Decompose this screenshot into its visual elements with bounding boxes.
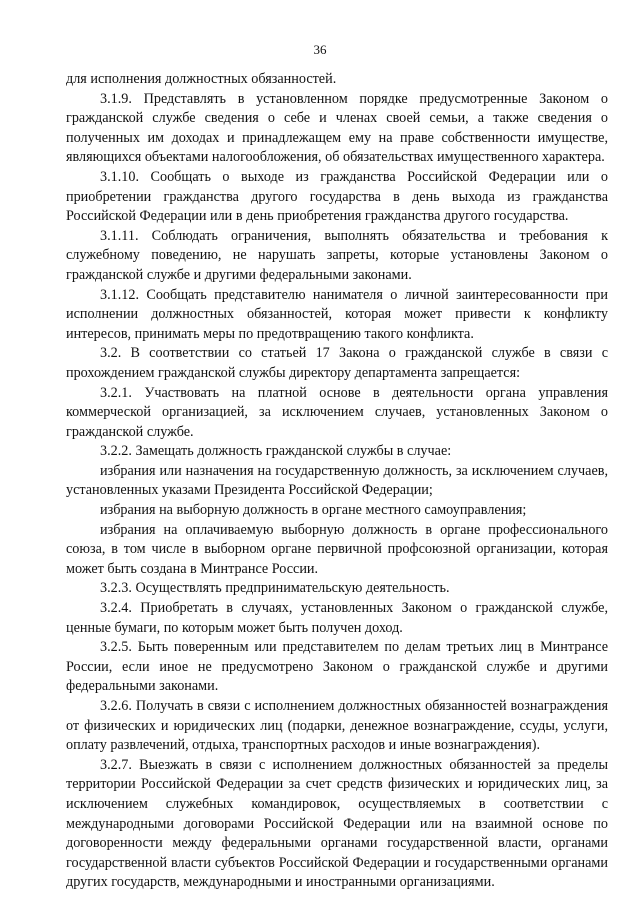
paragraph-3-2: 3.2. В соответствии со статьей 17 Закона о гражданской службе в связи с прохождением гражданской службы директору департамента запрещается: — [66, 345, 608, 381]
paragraph-3-1-9: 3.1.9. Представлять в установленном порядке предусмотренные Законом о гражданской службе сведения о себе и членах своей семьи, а также сведения о полученных им доходах и принадлежащем ему на праве собственности имуществе, являющихся объектами налогообложения, об обязательствах имущественного характера. — [66, 90, 608, 166]
page-number: 36 — [313, 42, 327, 57]
paragraph-3-2-2-item-1: избрания или назначения на государственную должность, за исключением случаев, установленных указами Президента Российской Федерации; — [66, 462, 608, 499]
paragraph-3-2-1: 3.2.1. Участвовать на платной основе в деятельности органа управления коммерческой организацией, за исключением случаев, установленных Законом о гражданской службе. — [66, 384, 608, 440]
paragraph-3-2-7: 3.2.7. Выезжать в связи с исполнением должностных обязанностей за пределы территории Российской Федерации за счет средств физических и юридических лиц, за исключением служебных командировок, осуществляемых в соответствии с международными договорами Российской Федерации или на взаимной основе по договоренности между федеральными органами государственной власти, органами государственной власти субъектов Российской Федерации и государственными органами других государств, международными и иностранными организациями. — [66, 756, 608, 891]
paragraph-3-2-5: 3.2.5. Быть поверенным или представителем по делам третьих лиц в Минтрансе России, если иное не предусмотрено Законом о гражданской службе и другими федеральными законами. — [66, 639, 608, 695]
paragraph-continuation: для исполнения должностных обязанностей. — [66, 71, 337, 87]
paragraph-3-2-2-item-3: избрания на оплачиваемую выборную должность в органе профессионального союза, в том числе в выборном органе первичной профсоюзной организации, которая может быть создана в Минтрансе России. — [66, 521, 608, 577]
paragraph-3-2-2: 3.2.2. Замещать должность гражданской службы в случае: — [100, 443, 452, 460]
paragraph-3-1-10: 3.1.10. Сообщать о выходе из гражданства Российской Федерации или о приобретении гражданства другого государства в день выхода из гражданства Российской Федерации или в день приобретения гражданства другого государства. — [66, 168, 608, 225]
paragraph-3-1-12: 3.1.12. Сообщать представителю нанимателя о личной заинтересованности при исполнении должностных обязанностей, которая может привести к конфликту интересов, принимать меры по предотвращению такого конфликта. — [66, 286, 608, 342]
paragraph-3-2-4: 3.2.4. Приобретать в случаях, установленных Законом о гражданской службе, ценные бумаги, по которым может быть получен доход. — [66, 600, 608, 636]
paragraph-3-2-2-item-2: избрания на выборную должность в органе местного самоуправления; — [100, 502, 527, 519]
paragraph-3-1-11: 3.1.11. Соблюдать ограничения, выполнять обязательства и требования к служебному поведению, не нарушать запреты, которые установлены Законом о гражданской службе и другими федеральными законами. — [66, 227, 608, 283]
paragraph-3-2-3: 3.2.3. Осуществлять предпринимательскую деятельность. — [100, 580, 450, 597]
paragraph-3-2-6: 3.2.6. Получать в связи с исполнением должностных обязанностей вознаграждения от физических и юридических лиц (подарки, денежное вознаграждение, ссуды, услуги, оплату развлечений, отдыха, транспортных расходов и иные вознаграждения). — [66, 698, 608, 754]
document-body — [66, 70, 608, 893]
